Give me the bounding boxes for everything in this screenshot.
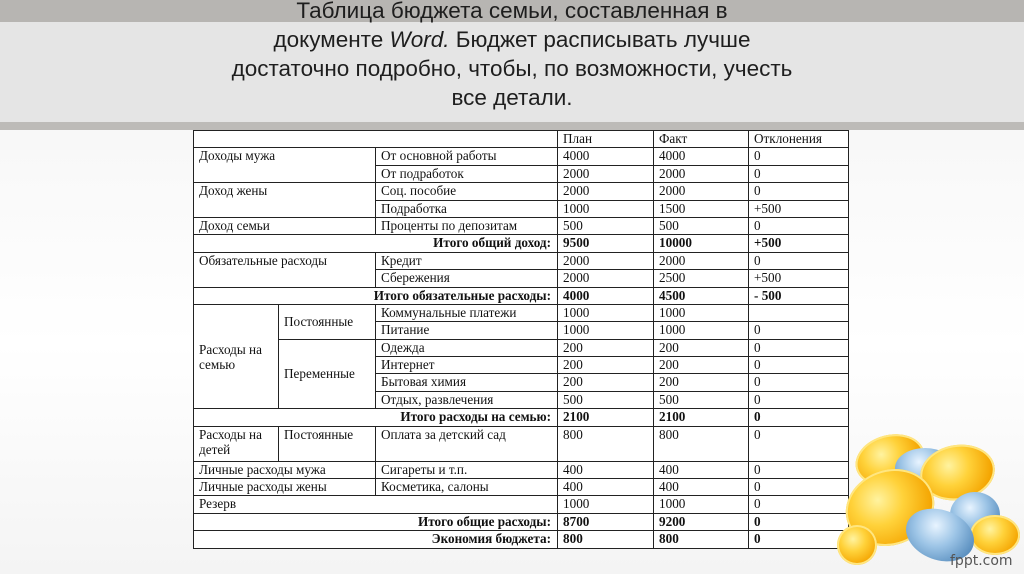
table-cell: Доходы мужа	[194, 148, 376, 183]
table-cell: 500	[558, 217, 654, 234]
table-cell: 800	[654, 426, 749, 461]
table-cell: +500	[749, 270, 849, 287]
table-row	[194, 304, 849, 321]
table-cell: 0	[749, 391, 849, 408]
table-cell: 1000	[654, 496, 749, 513]
table-cell: 200	[654, 357, 749, 374]
table-cell: 4000	[558, 287, 654, 304]
total-row	[194, 531, 849, 548]
table-cell: 800	[654, 531, 749, 548]
table-cell: Интернет	[376, 357, 558, 374]
table-cell: 2100	[558, 409, 654, 426]
table-cell: 1000	[558, 322, 654, 339]
table-cell: 0	[749, 252, 849, 269]
title-line-1: Таблица бюджета семьи, составленная в	[296, 0, 728, 23]
table-cell: Одежда	[376, 339, 558, 356]
header-cell: План	[558, 131, 654, 148]
total-row	[194, 235, 849, 252]
table-cell: 0	[749, 531, 849, 548]
table-row	[194, 479, 849, 496]
table-cell: 0	[749, 148, 849, 165]
table-cell: 1000	[558, 496, 654, 513]
table-cell: Бытовая химия	[376, 374, 558, 391]
table-cell: Кредит	[376, 252, 558, 269]
table-cell: 500	[654, 391, 749, 408]
table-cell	[749, 304, 849, 321]
table-cell: 500	[558, 391, 654, 408]
header-cell: Факт	[654, 131, 749, 148]
table-cell: 4000	[654, 148, 749, 165]
table-cell: Отдых, развлечения	[376, 391, 558, 408]
table-cell: 400	[654, 479, 749, 496]
budget-table	[193, 130, 849, 549]
header-cell: Отклонения	[749, 131, 849, 148]
divider-band	[0, 122, 1024, 130]
table-cell: Постоянные	[279, 426, 376, 461]
table-row	[194, 339, 849, 356]
table-cell: 0	[749, 374, 849, 391]
table-row	[194, 496, 849, 513]
table-cell: 2000	[558, 270, 654, 287]
table-cell: 0	[749, 183, 849, 200]
table-cell: 0	[749, 496, 849, 513]
table-cell: 9500	[558, 235, 654, 252]
table-cell: 10000	[654, 235, 749, 252]
table-cell: 0	[749, 479, 849, 496]
table-cell: 9200	[654, 513, 749, 530]
table-row	[194, 217, 849, 234]
table-row	[194, 426, 849, 461]
table-cell: 2000	[558, 183, 654, 200]
table-cell: Сигареты и т.п.	[376, 461, 558, 478]
total-row	[194, 287, 849, 304]
table-cell: Резерв	[194, 496, 558, 513]
table-cell: Подработка	[376, 200, 558, 217]
table-cell: Оплата за детский сад	[376, 426, 558, 461]
table-cell: 2000	[654, 165, 749, 182]
table-cell: 0	[749, 513, 849, 530]
table-cell: 1000	[654, 322, 749, 339]
table-cell: 8700	[558, 513, 654, 530]
total-row	[194, 409, 849, 426]
table-cell: 1500	[654, 200, 749, 217]
title-text: Бюджет расписывать лучше	[449, 27, 751, 52]
table-cell: 1000	[558, 304, 654, 321]
title-line-3: достаточно подробно, чтобы, по возможности, учесть	[231, 56, 793, 81]
table-cell: 200	[654, 374, 749, 391]
table-cell: 0	[749, 357, 849, 374]
table-cell: 200	[654, 339, 749, 356]
table-row	[194, 252, 849, 269]
table-cell: От основной работы	[376, 148, 558, 165]
total-label: Итого общие расходы:	[194, 513, 558, 530]
table-cell: - 500	[749, 287, 849, 304]
table-cell: 4000	[558, 148, 654, 165]
table-cell: 0	[749, 426, 849, 461]
slide-title	[0, 0, 1024, 112]
table-cell: Постоянные	[279, 304, 376, 339]
title-word-italic: Word.	[389, 27, 450, 52]
table-cell: Личные расходы мужа	[194, 461, 376, 478]
table-cell: Расходы на семью	[194, 304, 279, 408]
table-cell: 2000	[654, 252, 749, 269]
total-label: Экономия бюджета:	[194, 531, 558, 548]
total-row	[194, 513, 849, 530]
table-cell: 4500	[654, 287, 749, 304]
total-label: Итого расходы на семью:	[194, 409, 558, 426]
title-line-4: все детали.	[451, 85, 573, 110]
table-row	[194, 183, 849, 200]
table-cell: Проценты по депозитам	[376, 217, 558, 234]
table-cell: Доход семьи	[194, 217, 376, 234]
table-cell: Расходы на детей	[194, 426, 279, 461]
table-cell: 1000	[654, 304, 749, 321]
table-cell: Доход жены	[194, 183, 376, 218]
table-cell: 400	[558, 479, 654, 496]
table-cell: +500	[749, 235, 849, 252]
table-cell: Косметика, салоны	[376, 479, 558, 496]
table-row	[194, 148, 849, 165]
table-row	[194, 461, 849, 478]
title-line-2	[0, 25, 1024, 54]
table-cell: 2000	[558, 165, 654, 182]
table-cell: От подработок	[376, 165, 558, 182]
table-cell: Переменные	[279, 339, 376, 409]
table-cell: Коммунальные платежи	[376, 304, 558, 321]
table-cell: 2500	[654, 270, 749, 287]
header-row	[194, 131, 849, 148]
total-label: Итого общий доход:	[194, 235, 558, 252]
table-cell: 200	[558, 357, 654, 374]
table-cell: Сбережения	[376, 270, 558, 287]
table-cell: Соц. пособие	[376, 183, 558, 200]
footer-brand: fppt.com	[950, 553, 1013, 569]
table-cell: 2000	[558, 252, 654, 269]
table-cell: 0	[749, 165, 849, 182]
table-cell: 400	[654, 461, 749, 478]
table-cell: 200	[558, 339, 654, 356]
coins-image	[845, 430, 1024, 560]
table-cell: Личные расходы жены	[194, 479, 376, 496]
header-cell	[194, 131, 558, 148]
table-cell: 0	[749, 461, 849, 478]
table-cell: 0	[749, 322, 849, 339]
table-cell: 2000	[654, 183, 749, 200]
table-cell: 0	[749, 409, 849, 426]
table-cell: 500	[654, 217, 749, 234]
table-cell: 800	[558, 531, 654, 548]
table-cell: Обязательные расходы	[194, 252, 376, 287]
table-cell: 0	[749, 339, 849, 356]
table-cell: Питание	[376, 322, 558, 339]
table-cell: 1000	[558, 200, 654, 217]
table-cell: 200	[558, 374, 654, 391]
total-label: Итого обязательные расходы:	[194, 287, 558, 304]
table-cell: 0	[749, 217, 849, 234]
table-cell: +500	[749, 200, 849, 217]
table-cell: 400	[558, 461, 654, 478]
table-cell: 800	[558, 426, 654, 461]
table-cell: 2100	[654, 409, 749, 426]
title-text: документе	[273, 27, 390, 52]
